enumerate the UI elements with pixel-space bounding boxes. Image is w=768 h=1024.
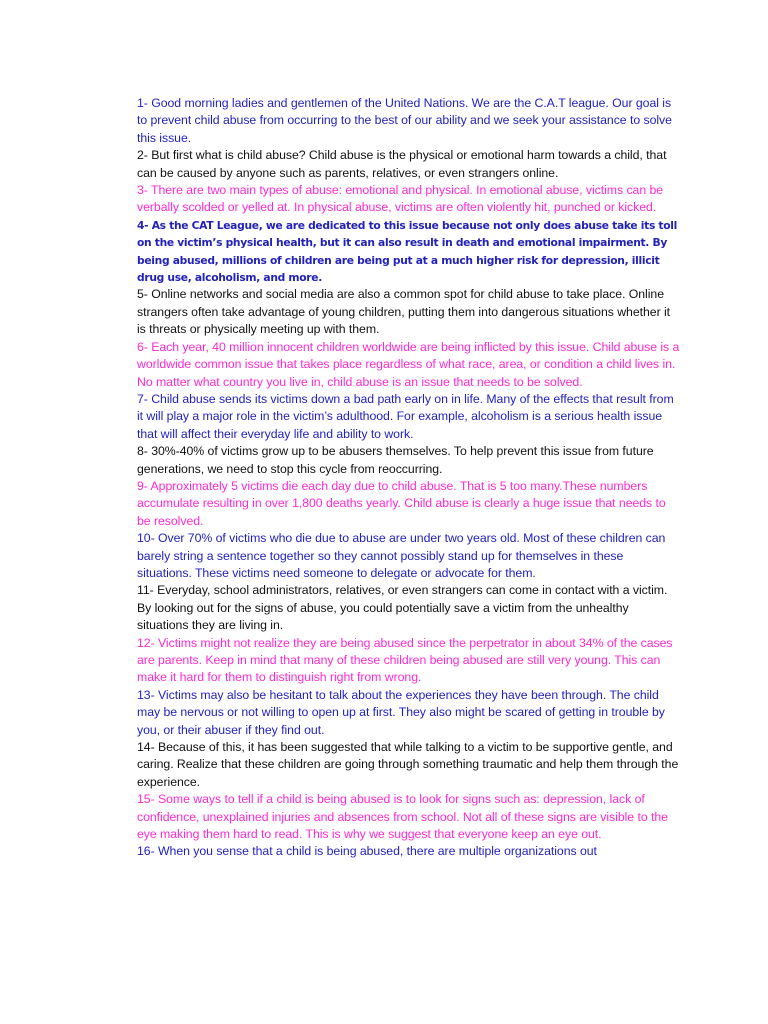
paragraph-16: 16- When you sense that a child is being abused, there are multiple organizations out: [137, 844, 597, 859]
paragraph-6: 6- Each year, 40 million innocent children worldwide are being inflicted by this issue. Child abuse is a worldwide common issue that takes place regardless of what race, area, or condition a child lives in. No matter what country you live in, child abuse is an issue that needs to be solved.: [137, 339, 680, 389]
paragraph-7: 7- Child abuse sends its victims down a bad path early on in life. Many of the effects that result from it will play a major role in the victim’s adulthood. For example, alcoholism is a serious health issue that will affect their everyday life and ability to work.: [137, 391, 674, 441]
paragraph-3: 3- There are two main types of abuse: emotional and physical. In emotional abuse, victims can be verbally scolded or yelled at. In physical abuse, victims are often violently hit, punched or kicked.: [137, 183, 664, 215]
paragraph-15: 15- Some ways to tell if a child is being abused is to look for signs such as: depression, lack of confidence, unexplained injuries and absences from school. Not all of these signs are visible to the eye making them hard to read. This is why we suggest that everyone keep an eye out.: [137, 792, 668, 842]
paragraph-4: 4- As the CAT League, we are dedicated to this issue because not only does abuse take its toll on the victim’s physical health, but it can also result in death and emotional impairment. By being abused, millions of children are being put at a much higher risk for depression, illicit drug use, alcoholism, and more.: [137, 218, 678, 285]
paragraph-13: 13- Victims may also be hesitant to talk about the experiences they have been through. The child may be nervous or not willing to open up at first. They also might be scared of getting in trouble by you, or their abuser if they find out.: [137, 687, 665, 737]
paragraph-2: 2- But first what is child abuse? Child abuse is the physical or emotional harm towards a child, that can be caused by anyone such as parents, relatives, or even strangers online.: [137, 148, 667, 180]
document-page: [137, 95, 681, 861]
paragraph-12: 12- Victims might not realize they are being abused since the perpetrator in about 34% of the cases are parents. Keep in mind that many of these children being abused are still very young. This can make it hard for them to distinguish right from wrong.: [137, 635, 673, 685]
paragraph-10: 10- Over 70% of victims who die due to abuse are under two years old. Most of these children can barely string a sentence together so they cannot possibly stand up for themselves in these situations. These victims need someone to delegate or advocate for them.: [137, 531, 666, 580]
paragraph-9: 9- Approximately 5 victims die each day due to child abuse. That is 5 too many.These numbers accumulate resulting in over 1,800 deaths yearly. Child abuse is clearly a huge issue that needs to be resolved.: [137, 478, 666, 528]
paragraph-1: 1- Good morning ladies and gentlemen of the United Nations. We are the C.A.T league. Our goal is to prevent child abuse from occurring to the best of our ability and we seek your assistance to solve this issue.: [137, 96, 672, 145]
paragraph-14: 14- Because of this, it has been suggested that while talking to a victim to be supportive gentle, and caring. Realize that these children are going through something traumatic and help them through the experience.: [137, 740, 679, 789]
paragraph-5: 5- Online networks and social media are also a common spot for child abuse to take place. Online strangers often take advantage of young children, putting them into dangerous situations whether it is threats or physically meeting up with them.: [137, 287, 671, 337]
paragraph-8: 8- 30%-40% of victims grow up to be abusers themselves. To help prevent this issue from future generations, we need to stop this cycle from reoccurring.: [137, 444, 654, 476]
paragraph-11: 11- Everyday, school administrators, relatives, or even strangers can come in contact with a victim. By looking out for the signs of abuse, you could potentially save a victim from the unhealthy situations they are living in.: [137, 583, 668, 633]
